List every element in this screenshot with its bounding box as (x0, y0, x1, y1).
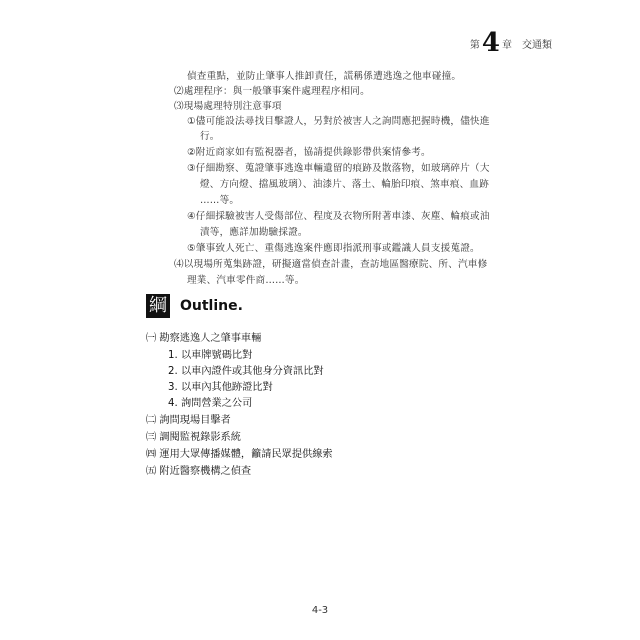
outline-icon: 綱 (146, 294, 170, 318)
body-line: 理業、汽車零件商……等。 (187, 275, 305, 286)
body-line: ①儘可能設法尋找目擊證人，另對於被害人之詢問應把握時機，儘快進 (187, 116, 490, 127)
body-line: 行。 (200, 131, 220, 142)
body-line: ⑶現場處理特別注意事項 (174, 101, 282, 112)
body-line: 偵查重點，並防止肇事人推卸責任，謊稱係遭逃逸之他車碰撞。 (187, 71, 462, 82)
section-name: 交通類 (522, 39, 552, 51)
body-line: ②附近商家如有監視器者，協請提供錄影帶供案情參考。 (187, 147, 431, 158)
outline-item: ㈡ 詢問現場目擊者 (146, 415, 231, 426)
body-line: ⑤肇事致人死亡、重傷逃逸案件應即指派刑事或鑑識人員支援蒐證。 (187, 243, 480, 254)
outline-item: 4. 詢問營業之公司 (168, 398, 253, 409)
body-line: ④仔細採驗被害人受傷部位、程度及衣物所附著車漆、灰塵、輪痕或油 (187, 211, 490, 222)
chapter-number: 4 (481, 28, 500, 58)
outline-item: ㈠ 勘察逃逸人之肇事車輛 (146, 333, 262, 344)
outline-item: 2. 以車內證件或其他身分資訊比對 (168, 366, 324, 377)
outline-item: 1. 以車牌號碼比對 (168, 350, 253, 361)
chapter-suffix: 章 (502, 39, 512, 51)
body-line: ……等。 (200, 195, 240, 206)
outline-item: 3. 以車內其他跡證比對 (168, 382, 273, 393)
body-line: ⑷以現場所蒐集跡證，研擬適當偵查計畫，查訪地區醫療院、所、汽車修 (174, 259, 488, 270)
body-line: 漬等，應詳加勘驗採證。 (200, 227, 308, 238)
outline-item: ㈣ 運用大眾傳播媒體，籲請民眾提供線索 (146, 449, 333, 460)
outline-item: ㈤ 附近醫察機構之偵查 (146, 466, 252, 477)
body-line: ⑵處理程序：與一般肇事案件處理程序相同。 (174, 86, 370, 97)
outline-title: Outline. (180, 298, 243, 314)
chapter-header (470, 30, 552, 56)
chapter-prefix: 第 (469, 39, 480, 51)
body-line: 燈、方向燈、擋風玻璃）、油漆片、落土、輪胎印痕、煞車痕、血跡 (200, 179, 490, 190)
page-number: 4-3 (311, 605, 329, 616)
body-line: ③仔細勘察、蒐證肇事逃逸車輛遺留的痕跡及散落物，如玻璃碎片（大 (187, 163, 490, 174)
outline-item: ㈢ 調閱監視錄影系統 (146, 432, 241, 443)
